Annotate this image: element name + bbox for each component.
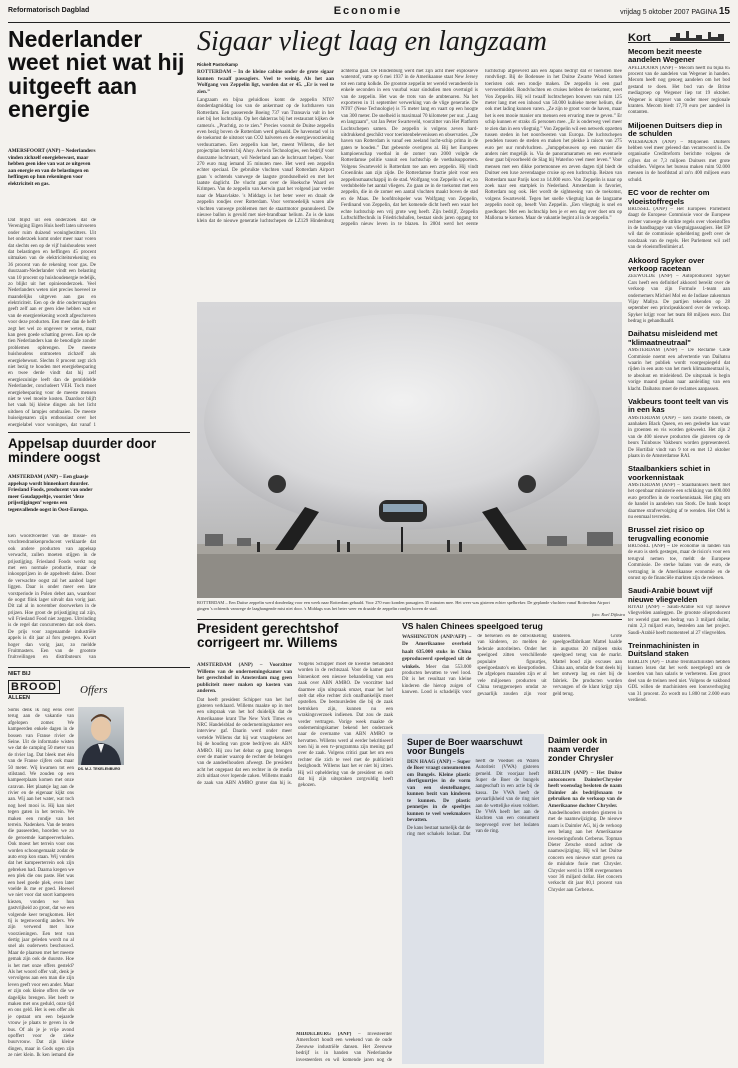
headline-speelgoed: VS halen Chinees speelgoed terug <box>402 621 543 631</box>
kort-item-title: Brussel ziet risico op terugvalling economie <box>628 525 709 543</box>
kort-item-body: AMSTERDAM (ANP) – Een zwarte bloem, de aanhaken Black Queen, en een gedeelte kas waar in groenten en vis worden gekweekt. Het zijn 2 van de 400 nieuwe producten die gisteren op de beurs Tuinbouw Vakbeurs worden gepresenteerd. De Hortifair vindt van 9 tot en met 12 oktober plaats in de Amsterdamse RAI. <box>628 415 730 459</box>
kort-item-title: Daihatsu misleidend met "klimaatneutraal" <box>628 329 718 347</box>
kort-item-body: ZEEWOLDE (ANP) – Autoproducent Spyker Cars heeft een definitief akkoord bereikt over de verkoop van zijn Formule 1-team aan ondernemers Michiel Mol en de Indiase zakenman Vijay Mallya. De partijen tekenden op 28 september een principeakkoord over de verkoop. Spyker krijgt voor het team 88 miljoen euro. Dat bedrag is gehandhaafd. <box>628 274 730 325</box>
lead-daimler: BERLIJN (ANP) – Het Duitse autoconcern DaimlerChrysler heeft woensdag besloten de naam Daimler als bedrijfsnaam te gebruiken na de verkoop van de Amerikaanse dochter Chrysler. <box>548 770 622 809</box>
zeppelin-photo <box>197 302 622 598</box>
divider <box>197 619 622 620</box>
page-date: vrijdag 5 oktober 2007 PAGINA 15 <box>620 6 730 17</box>
kort-skyline-icon <box>670 29 730 41</box>
body-zeppelin-col4 <box>540 69 622 299</box>
headline-energie: Nederlander weet niet wat hij uitgeeft aan energie <box>8 26 185 123</box>
headline-superdeboer: Super de Boer waarschuwt voor Bungels <box>407 737 523 757</box>
photo-caption: ROTTERDAM – Een Duitse zeppelin werd donderdag voor een week naar Rotterdam gehaald. Voor 270 euro konden passagiers 35 minuten mee. Het weer was gisteren echter spelbreker. De geplande vluchten vanaf Rotterdam Airport gingen 's ochtends vanwege de laaghangende mist niet door. 's Middags was het beter weer en draaide de zeppelin rondjes boven de stad. <box>197 600 610 611</box>
kort-item-title: Vakbeurs toont teelt van vis in een kas <box>628 396 729 415</box>
kort-item-title: Miljoenen Duitsers diep in de schulden <box>628 120 723 139</box>
article8-text: MIDDELBURG (ANP) – Investeerder Amersfoort houdt een weekend van de oude Zeeuwse industriële dansen. Het Zeeuwse bedrijf is in handen van Nederlandse investeerders en wil komende jaren nog de <box>296 1032 392 1062</box>
kort-item-title: Saudi-Arabië bouwt vijf nieuwe vliegvelden <box>628 586 713 604</box>
body-appelsap: Een woordvoerder van de missie- en vruchtendrankenproducent verklaarde dat ook andere producten van appelsap verwacht, zullen moeten stijgen in de prijsstijging. Friesland Foods werkt nog met een normale productie, maar de inkoopprijzen in de appelteelt dalen. Door de verwachte oogst zal het aanbod lager liggen. Daar is onder meer een late vorstperiode in Polen debet aan, waardoor de oogst flink lager uitvalt dan vorig jaar. Dit zal al in november doorwerken in de prijzen. Hoe groot de prijsstijging zal zijn, wil Friesland Food niet zeggen. Uitvinding is de regel dat concurrenten dat ook doen. De prijs voor zogenaamde industriële appels is dit jaar al fors gestegen. Kwart hoger dan vorig jaar, zo meldde Fruitmasters. Een van de grootste fruitveilingen en distributeurs van <box>8 534 96 661</box>
column-logo-main: BROOD <box>8 680 60 694</box>
author-name: DS. M.J. TEKELENBURG <box>78 767 121 771</box>
column-body-col2 <box>78 774 142 1058</box>
body-willems <box>197 662 393 1032</box>
body-superdeboer <box>407 759 539 1045</box>
column-logo-bottom: ALLEEN <box>8 695 30 701</box>
kort-header <box>628 28 730 43</box>
kort-item-title: EC voor de rechter om vloeistoffregels <box>628 188 710 206</box>
body-superdeboer-text: De kans bestaat namelijk dat de ring met schakels loslaat. Dat heeft de Voedsel en Waren Autoriteit (VWA) gisteren gemeld. Dit voorjaar heeft Super de Boer de bungels aangeschaft in een actie bij de kassa. De VWA heeft de gevaarlijkheid van de ring niet aan de wettelijke eisen voldoet. De VWA heeft het aan de klachten van een consument toegevoegd over het loslaten van de ring. <box>407 758 539 838</box>
kort-item-body: AMSTERDAM (ANP) – De Reclame Code Commissie noemt een advertentie van Daihatsu waarin het publiek wordt voorgespiegeld dat rijden in een auto van het merk klimaatneutraal is, te absoluut en misleidend. De uitspraak is begin vorige maand gedaan naar aanleiding van een klacht. Daihatsu moet de reclames aanpassen. <box>628 348 730 392</box>
byline-zeppelin: Rickelt Pastorkamp <box>197 62 238 67</box>
article8-block <box>296 1032 392 1062</box>
body-daimler-text: Aandeelhouders stemden gisteren in met de naamswijziging. De nieuwe naam is Daimler AG, bij de verkoop een belang aan het Amerikaanse investeringsfonds Cerberus. Topman Dieter Zetsche stond achter de naamswijziging. Hij wil het Duitse concern een nieuwe start geven na de mislukte fusie met Chrysler. Chrysler werd in 1998 overgenomen voor 36 miljard dollar. Het concern verkocht dit jaar 80,1 procent van Chrysler aan Cerberus. <box>548 811 622 893</box>
body-appelsap-col2 <box>102 474 190 662</box>
kort-title: Kort <box>628 32 651 44</box>
lead-appelsap: AMSTERDAM (ANP) – Een glaasje appelsap wordt binnenkort duurder. Friesland Foods, producent van onder meer Goudappeltje, voorziet ‘deze prijsstijgingen’ wegens een tegenvallende oogst in Oost-Europa. <box>8 474 93 513</box>
photo-credit: foto: Roel Dijkstra <box>592 612 625 617</box>
column-logo <box>8 671 68 705</box>
kort-item-body: APELDOORN (ANP) – Mecom heeft nu bijna 85 procent van de aandelen van Wegener in handen. Mecom heeft nog genoeg aandelen om het bod gestand te doen. Het bod van de Britse mediagroep op Wegener liep tot 19 oktober. Wegener is uitgever van onder meer regionale kranten. Mecom biedt 17,70 euro per aandeel in contanten. <box>628 65 730 116</box>
divider <box>8 667 190 668</box>
body-speelgoed-text: Meer dan 553.000 producten bevatten te veel lood. Dit is het resultaat van kleine kinderen die hierop zuigen of kauwen. Lood is schadelijk voor de hersenen en de ontwikkeling van kinderen, zo melden de federale autoriteiten. Onder het speelgoed zitten verschillende populaire figuurtjes, speelgoedauto's en kleurpotloden. De afgelopen maanden zijn er al vele miljoenen producten uit China teruggeroepen omdat ze gevaarlijk zouden zijn voor kinderen. Grote speelgoedfabrikant Mattel haalde in augustus 20 miljoen stuks speelgoed terug van de markt. Mattel bood zijn excuses aan China aan, omdat de fout deels bij het ontwerp lag en niet bij de fabriek. De producten worden vervangen of de klant krijgt zijn geld terug. <box>402 634 622 697</box>
kort-item-title: Staalbankiers schiet in voorkennistaak <box>628 464 711 482</box>
column-body: Soms denk ik nog eens over terug aan de vakantie van afgelopen zomer. We kampeerden enkele dagen in de bossen van Franse rivier de Seine. Uit de informatie wisten we dat de camping 50 meter van de rivier lag. Dat bleek met één van de Franse cijfers ook maar 50 meter. Wij kwamen tot een stilstand. We zouden op een kampeerplaats komen met onze caravan. Het plaatsje lag aan de rivier en de eigenaar kijkt ons aan. Wij aan het water, wat toch nog heel mooi is. Hij kan niet tegen gaten in het terrein. We maken een rondje van het terrein. Nadenken. Van de tenten die passeerden, hoorden we zo de geroemde kampeerverhalen. Ook moest het terrein voor ons worden schoongemaakt zodat de auto erop kon staan. Wij vonden dat het kampeerterrein ook zijn gebreken had. Daarna kregen we een plek die ons paste. Het was een heel goede plek, even later voelde ik me er goed. Hoewel we niet voor dat soort kamperen kiezen, vonden we hun gastvrijheid zo groot, dat we een volgende keer terugkomen. Het tij is tegenwoordig anders. We zijn verwend met luxe voorzieningen. Een tent van dertig jaar geleden wordt nu al snel als ouderwets beschouwd. Maar de plaatsen met het meeste gemak zijn ook de duurste. Hoe is het met onze offers gesteld? Als het woord offer valt, denk je vervolgens aan een man die zijn leven geeft voor een ander. Maar er zijn ook kleine offers die we dagelijks brengen. Het heeft te maken met ons geduld, onze tijd en ons geld. Het is een offer als je opstaat om een bejaarde vrouw je plaats te geven in de bus. Of als je je vrije avond opoffert voor de zieke buurvrouw. Dat zijn kleine dingen, maar in Gods ogen zijn ze niet klein. Ik ken iemand die <box>8 708 74 1058</box>
kort-item-body: BRUSSEL (ANP) – Het Europees Parlement daagt de Europese Commissie voor de Europese rechter vanwege de strikte regels over vloeistoffen in de handbagage van vliegtuigpassagiers. Het EP wil dat de commissie opheldering geeft over de noodzaak van de regels. Het Parlement wil zelf van de vloeistoffenlimiet af. <box>628 206 730 251</box>
lead-energie: AMERSFOORT (ANP) – Nederlanders vinden zichzelf energiebewust, maar hebben geen idee van wat ze uitgeven aan energie en van de belastingen en heffingen op hun rekeningen voor elektriciteit en gas. <box>8 148 96 187</box>
body-energie-col2 <box>102 148 190 428</box>
kort-item-body: AMSTERDAM (ANP) – Staalbankiers heeft met het openbaar ministerie een schikking van 600.000 euro getroffen in de voorkennistaak. Het ging om de handel in aandelen van Stork. De bank hoopt daarmee strafvervolging af te wenden. Het OM is nu eenmaal tevreden. <box>628 483 730 520</box>
column-title: Offers <box>80 684 108 696</box>
kort-item-body: BRUSSEL (ANP) – De economie in landen van de euro is sterk gestegen, maar de risico's voor een terugval nemen toe, meldt de Europese Commissie. De sterke balans van de euro, de vertraging in de Amerikaanse economie en de onrust op de financiële markten zijn de redenen. <box>628 544 730 581</box>
section-title: Economie <box>333 5 403 17</box>
lead-speelgoed: WASHINGTON (ANP/AFP) – De Amerikaanse overheid haalt 635.000 stuks in China geproduceerd speelgoed uit de winkels. <box>402 634 472 670</box>
headline-zeppelin: Sigaar vliegt laag en langzaam <box>197 26 547 57</box>
kort-item-body: WIESBADEN (ANP) – Miljoenen Duitsers hebben veel meer geleend dan verantwoord is. De organisatie Creditreform berichtte volgens de cijfers dat er 7,3 miljoen Duitsers met grote schulden. Volgens het bureau maken ruim 92.000 mensen in de hoofdstad al zo'n 400 miljoen euro schuld. <box>628 139 730 183</box>
column-logo-top: NIET BIJ <box>8 671 31 677</box>
lead-zeppelin: ROTTERDAM – In de kleine cabine onder de grote sigaar kunnen twaalf passagiers. Veel te weinig. Als het aan Wolfgang von Zeppelin ligt, worden dat er 45. „Er is veel te zien.” <box>197 69 334 95</box>
masthead <box>8 4 730 23</box>
kort-item-title: Treinmachinisten in Duitsland staken <box>628 641 700 659</box>
kort-item-body: RIYAD (ANP) – Saudi-Arabië wil vijf nieuwe vliegvelden aanleggen. De grootste olieproducent ter wereld gaat een bedrag van 3 miljard dollar, ruim 2,3 miljard euro, besteden aan het project. Saudi-Arabië heeft momenteel al 27 vliegvelden. <box>628 605 730 636</box>
body-speelgoed <box>402 634 622 730</box>
article8-body: Investeerder Amersfoort houdt een weekend van de oude Zeeuwse industriële dansen. Het Zeeuwse bedrijf is in handen van Nederlandse investeerders en wil komende jaren nog de <box>296 1032 392 1062</box>
article8-location: MIDDELBURG (ANP) <box>296 1032 352 1037</box>
page-number: 15 <box>718 6 730 17</box>
kort-item-title: Akkoord Spyker over verkoop racetean <box>628 255 705 273</box>
body-willems-text: Dat heeft president Schipper van het hof gisteren verklaard. Willems maakte op in met een uitspraak van het hof duidelijk dat de Amerikaanse krant The New York Times en NRC Handelsblad de ondernemingskamer een interview gaf. Daarin werd onder meer vertelde Willems dat hij wat vraagtekens zet bij de houding van grote bedrijven als ABN AMRO. Hij zou het debat op gang brengen over de manier waarop de rechter de belangen van de aandeelhouders afweegt. De president acht het ongepast dat een rechter in de media zich uitlaat over lopende zaken. Willems maakt de zaak van ABN AMRO groter dan hij is. Volgens Schipper moet de kwestie behandeld worden in de rechtszaal. Voor de kamer gaat binnenkort een nieuwe behandeling van een zaak over ABN AMRO. De voorzitter had daarmee zijn uitspraak omzet, maar het hof stelt dat elke rechter zich onafhankelijk moet opstellen. De bestuursleden die bij de zaak betrokken zijn, kunnen nu een wrakingsverzoek indienen. Dat zou de zaak verder vertragen. Vorige week maakte de ondernemingskamer bekend het onderzoek naar de overname van ABN AMRO te hervatten. Willems werd al eerder bekritiseerd toen hij in een tv-programma zijn mening gaf over de zaak. Volgens critici gaat het om een rechter die zich te veel met de publiciteit bezighoudt. Willems laat het er niet bij zitten. Hij wil opheldering van de president en stelt dat hij zijn uitspraken zorgvuldig heeft gekozen. <box>197 662 393 789</box>
kort-list <box>628 48 730 704</box>
body-zeppelin-text: Langzaam en bijna geluidloos komt de zeppelin NT07 donderdagmiddag los van de ankermast op de luchthaven van Rotterdam. Een passerende Boeing 737 van Transavia valt in het niet bij het luchtschip. Op het dakterras bij het restaurant kijken de camera's. „Prachtig, zo te zien.” Precies vooruit de Duitse zeppelin even bezig boven de Rotterdam werd gehaald. De havenstad vol in de toekomst de uitstoot van CO2 halveren en de energievoorziening verduurzamen. Een zeppelin kan het, meent Willems, die het projectplan betrekt bij Ahoy. Aerwin Technologies, een bedrijf voor duurzame luchtvaart, wil Nederland aan de luchtvaart helpen. Voor 270 euro mag iemand 35 minuten mee. Het werd een zeppelin echter speciaal. De gebruikte vluchten vanaf Rotterdam Airport gaan 's ochtends vanwege de laagste grondsnelheid en met het laatste daglicht. De vlucht gaat over de Hoeksche Waard en Krimpen. Van de zeppelin van Aerwin gaat het volgend jaar verder naar de Maasvlakte. 's Middags is het beter weer en draait de zeppelin rondjes over Rotterdam. Voor vermoedelijk waren alle vluchten vanwege problemen met de staartmotor geannuleerd. De nieuwe ballon is gevuld met niet-brandbaar helium. Zo is de kans klein dat de nieuwe generatie luchtschepen de LZ129 Hindenburg achterna gaat. De Hindenburg werd met zijn acht meer explosieve waterstof, vatte op 6 mei 1937 in de Amerikaanse staat New Jersey tot een ramp kolkde. De grootste zeppelin ter wereld verandeerde in enkele seconden in een vuurbal waar sindsdien men overtuigd is van de zeppelin. Het was de trots van de ambtenaren. Na het exporteren in 11 september verwerking van de vlige generatie. De NT07 (Neue Technologie) is 75 meter lang en vaart op een hoogte van 300 meter. De snelheid is maximaal 70 kilometer per uur. „Laag en langzaam”, vat Jan Peter Swarteveld, voorzitter van Het Platform Luchtschepen samen. De zeppelin is volgens zeven hard-uitdrukkend geschikt voor toeristenbelevenissen en observaties. „De haven van Rotterdam is vanaf een zeeland lucht-schip prima in de gaten te houden.” Dat gebeurde overigens al. Bij het Europees kampioenschap voetbal in de zomer van 2000 volgde de Rotterdamse politie vanuit een luchtschip de voetbalsupporters. Volgens Swarteveld is Rotterdam toe aan een zeppelin. Hij vindt Groenlinks aan zijn zijde. De Rotterdamse fractie pleit voor een zeppelinsmaatschappij in de stad. Wolfgang von Zeppelin wil er, zo verdubbelde het aantal vliegers. Zo gaan ze in de toekomst met een zeppelin, die in de zomer een aantal vluchten maakt boven de stad en de Maas. De hoofdrolspeler was Wolfgang von Zeppelin, Ferdinand von Zeppelin, dat het komende dicht heeft een waar het echte luchtschip een vrij grote weg heeft. Zijn bedrijf, Zeppelin Luftschifftechnik in Friedrichshafen, bestaat sinds jaren opgang tot zeppelin nieuw leven in te blazen. In 2004 werd het eerste luchtschip afgeleverd aan een Japans bedrijf dat er toeristen mee rondvliegt. Bij de Bodensee in het Duitse Zwarte Woud komen toeristen ook een rondje maken. De zeppelin is een gaaf vervoermiddel. Rondvluchten en cruises hebben de toekomst, weet Von Zeppelin. Hij wil twaalf luchtschepen bouwen van ruim 125 meter lang met een inhoud van 50.000 kubieke meter helium, die ook met lading kunnen varen. „Ze zijn te groot voor de haven, maar het is een mooie manier om mensen een ervaring mee te geven.” Er schip kunnen er straks 45 personen mee. „Er is onderweg veel meer te zien dan in een vliegtuig.” Von Zeppelin wil een netwerk opzetten tussen steden in het noordwesten van Europa. De luchtschepen pendelen tussen de steden en maken het plekke à raison van 275 euro per uur rondvluchten. „Jumpgebouwen op een manier die anders niet mogelijk is. Via de panoramaramen en een eventuele deur gaat bijvoorbeeld de Slag bij Waterloo veel meer leven.” Voor mensen met een dikke portemonnee en zeven dagen tijd biedt de Duitser een luxe zevendaagse cruise op een luchtschip. Reizen van Rotterdam naar Parijs kost zo 14.000 euro. Von Zeppelin is naar op zoek naar een startplek in Nederland. Amsterdam is favoriet, Rotterdam nog ook. Het wordt de sightseeing van de toekomst, volgens Swarteveld. Tegen het snelle vliegtuig kan de langzame zeppelin nooit op, beseft Von Zeppelin. „Een vliegtuig is snel en goedkoper. Met een luchtschip ben je er een dag over doet om op Malloroa te komen. Maar de vakantie begint al in de zeppelin.” <box>197 69 622 228</box>
headline-appelsap: Appelsap duurder door mindere oogst <box>8 436 157 466</box>
lead-willems: AMSTERDAM (ANP) – Voorzitter Willems van de ondernemingskamer van het gerechtshof in Amsterdam mag geen publiciteit meer maken op kosten van anderen. <box>197 662 292 694</box>
divider <box>8 432 190 433</box>
paper-name: Reformatorisch Dagblad <box>8 7 90 14</box>
author-photo <box>78 707 124 765</box>
headline-willems: President gerechtshof corrigeert mr. Willems <box>197 621 339 651</box>
headline-daimler: Daimler ook in naam verder zonder Chrysler <box>548 735 614 764</box>
kort-column <box>628 28 730 1062</box>
superdeboer-box <box>402 734 544 1064</box>
kort-item-title: Mecom bezit meeste aandelen Wegener <box>628 47 702 65</box>
body-energie: Dat blijkt uit een onderzoek dat de Vereniging Eigen Huis heeft laten uitvoeren onder ruim duizend woningbezitters. Uit het onderzoek komt onder meer naar voren dat slechts een op de vijf huishoudens weet dat belastingen en heffingen 45 procent uitmaken van de elektriciteitsrekening en 36 procent van de rekening voor gas. De duurzaam-Nederlander vindt een belasting van 10 procent op huishoudenergie redelijk, zo blijkt uit het opinieonderzoek. Veel Nederlanders weten niet precies hoeveel ze maandelijks uitgeven aan gas en elektriciteit. Een op de drie ondervraagden geeft zelf aan er geen idee hebben wat er van de energierekening wordt afgeschreven voor deze producten. Een meer dan de helft zegt het wel zo ongeveer te weten, maar kan geen goede schatting geven. Een op de tien Nederlanders kan de benodigde zonder problemen opbrengen. De meeste huishoudens ontmoeten zichzelf als energiebewust. Slechts 8 procent zegt zich niet bezig te houden met energiebesparing en twee derde vindt dat hij zelf energiezuinige leeft dan de gemiddelde Nederlander, concludeert VEH. Toch moet energiebesparing voor de meeste mensen niet te veel moeite kosten. Daardoor blijft het vaak bij kleine dingen als het licht uitdoen of lampjes omdraaien. De meeste huiseigenaren zijn enthousiast over het energielabel voor woningen, dat vanaf 1 <box>8 218 96 428</box>
body-daimler <box>548 770 622 1064</box>
kort-item-body: BERLIJN (AP) – Duitse treinmachinisten hebben kunnen lezen dat het werk neergelegd om de koerden van hun salaris te verbeteren. Een groot deel van de treinen reed niet. Volgens de vakbond GDL willen de machinisten een loonsverhoging van 31 procent. Zo wordt nu 1.800 tot 2.000 euro verdiend. <box>628 659 730 704</box>
lead-superdeboer: DEN HAAG (ANP) – Super de Boer vraagt consumenten om Bungels. Kleine plastic dierfiguurtjes in de vorm van een sleutelhanger, kunnen bezit van kinderen te kunnen. De plastic pennetjes in de speeltjes kunnen te veel weekmakers bevatten. <box>407 758 471 824</box>
